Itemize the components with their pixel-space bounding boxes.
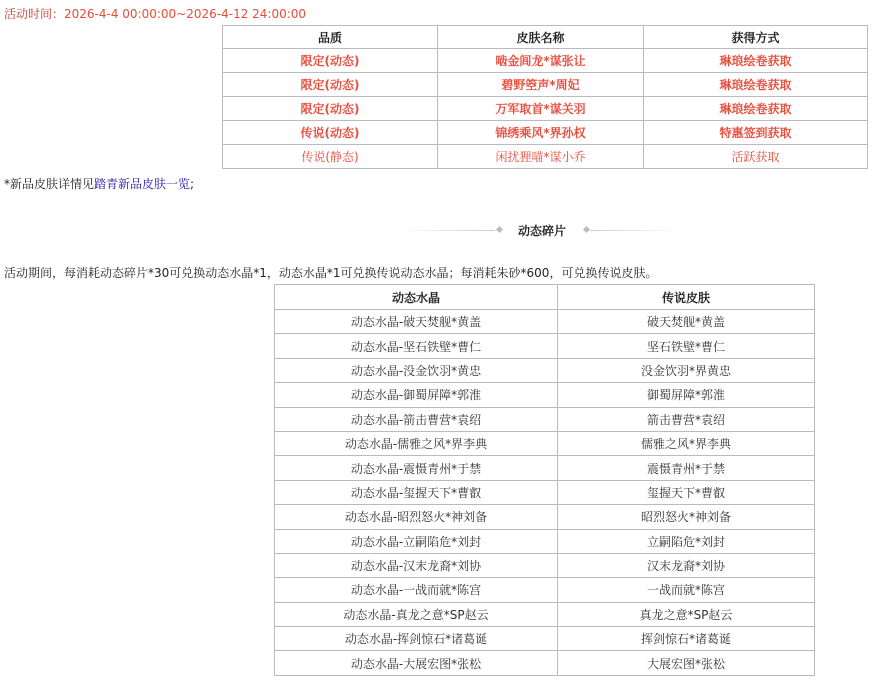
legend-skin-name: 御蜀屏障*郭淮 <box>558 383 815 407</box>
crystal-table-body <box>275 310 815 676</box>
exchange-description: 活动期间，每消耗动态碎片*30可兑换动态水晶*1，动态水晶*1可兑换传说动态水晶；每消耗朱砂*600，可兑换传说皮肤。 <box>4 266 658 280</box>
section-title: 动态碎片 <box>518 224 567 238</box>
skin-obtain-method: 琳琅绘卷获取 <box>644 97 868 121</box>
skin-name: 万军取首*谋关羽 <box>438 97 644 121</box>
skin-quality: 传说(动态) <box>223 121 438 145</box>
legend-skin-name: 没金饮羽*界黄忠 <box>558 358 815 382</box>
crystal-name: 动态水晶-箭击曹营*袁绍 <box>275 407 558 431</box>
header-skin-name: 皮肤名称 <box>438 26 644 49</box>
table-row <box>275 431 815 455</box>
diamond-icon <box>496 226 503 233</box>
crystal-name: 动态水晶-汉末龙裔*刘协 <box>275 553 558 577</box>
header-obtain-method: 获得方式 <box>644 26 868 49</box>
skin-table <box>222 25 868 169</box>
note-suffix: ; <box>190 177 195 191</box>
legend-skin-name: 儒雅之风*界李典 <box>558 431 815 455</box>
crystal-name: 动态水晶-真龙之意*SP赵云 <box>275 602 558 626</box>
table-row <box>275 651 815 675</box>
activity-time-label: 活动时间： <box>4 7 65 21</box>
crystal-name: 动态水晶-坚石铁壁*曹仁 <box>275 334 558 358</box>
note-prefix: *新品皮肤详情见 <box>4 177 95 191</box>
legend-skin-name: 箭击曹营*袁绍 <box>558 407 815 431</box>
crystal-table <box>274 284 815 676</box>
legend-skin-name: 破天焚舰*黄盖 <box>558 310 815 334</box>
skin-obtain-method: 特惠签到获取 <box>644 121 868 145</box>
crystal-table-header <box>275 285 815 310</box>
activity-time <box>4 5 306 22</box>
table-row <box>275 505 815 529</box>
header-quality: 品质 <box>223 26 438 49</box>
crystal-name: 动态水晶-一战而就*陈宫 <box>275 578 558 602</box>
table-row <box>275 383 815 407</box>
skin-quality: 传说(静态) <box>223 145 438 169</box>
legend-skin-name: 汉末龙裔*刘协 <box>558 553 815 577</box>
table-row <box>275 578 815 602</box>
crystal-name: 动态水晶-震慑青州*于禁 <box>275 456 558 480</box>
crystal-name: 动态水晶-立嗣陷危*刘封 <box>275 529 558 553</box>
crystal-name: 动态水晶-大展宏图*张松 <box>275 651 558 675</box>
legend-skin-name: 震慑青州*于禁 <box>558 456 815 480</box>
crystal-name: 动态水晶-没金饮羽*黄忠 <box>275 358 558 382</box>
skin-name: 啮金闾龙*谋张让 <box>438 49 644 73</box>
legend-skin-name: 立嗣陷危*刘封 <box>558 529 815 553</box>
diamond-icon <box>583 226 590 233</box>
legend-skin-name: 挥剑惊石*诸葛诞 <box>558 627 815 651</box>
new-skin-note <box>4 175 194 192</box>
legend-skin-name: 坚石铁壁*曹仁 <box>558 334 815 358</box>
crystal-name: 动态水晶-挥剑惊石*诸葛诞 <box>275 627 558 651</box>
skin-obtain-method: 活跃获取 <box>644 145 868 169</box>
legend-skin-name: 昭烈怒火*神刘备 <box>558 505 815 529</box>
crystal-name: 动态水晶-儒雅之风*界李典 <box>275 431 558 455</box>
header-dynamic-crystal: 动态水晶 <box>275 285 558 310</box>
table-row <box>223 97 868 121</box>
table-row <box>223 121 868 145</box>
skin-name: 碧野箜声*周妃 <box>438 73 644 97</box>
table-row <box>275 529 815 553</box>
skin-quality: 限定(动态) <box>223 97 438 121</box>
crystal-name: 动态水晶-玺握天下*曹叡 <box>275 480 558 504</box>
table-row <box>223 145 868 169</box>
skin-obtain-method: 琳琅绘卷获取 <box>644 73 868 97</box>
header-legend-skin: 传说皮肤 <box>558 285 815 310</box>
table-row <box>275 627 815 651</box>
table-row <box>275 480 815 504</box>
skin-name: 闲扰狸喵*谋小乔 <box>438 145 644 169</box>
skin-obtain-method: 琳琅绘卷获取 <box>644 49 868 73</box>
table-row <box>275 602 815 626</box>
skin-quality: 限定(动态) <box>223 49 438 73</box>
table-row <box>223 49 868 73</box>
table-row <box>275 334 815 358</box>
activity-time-value: 2026-4-4 00:00:00~2026-4-12 24:00:00 <box>64 7 307 21</box>
new-skin-overview-link[interactable]: 踏青新品皮肤一览 <box>94 177 191 191</box>
crystal-name: 动态水晶-御蜀屏障*郭淮 <box>275 383 558 407</box>
table-row <box>223 73 868 97</box>
crystal-name: 动态水晶-破天焚舰*黄盖 <box>275 310 558 334</box>
divider-line-left <box>400 230 495 231</box>
table-row <box>275 456 815 480</box>
table-row <box>275 407 815 431</box>
legend-skin-name: 玺握天下*曹叡 <box>558 480 815 504</box>
legend-skin-name: 真龙之意*SP赵云 <box>558 602 815 626</box>
legend-skin-name: 大展宏图*张松 <box>558 651 815 675</box>
table-row <box>275 358 815 382</box>
table-row <box>275 310 815 334</box>
divider-line-right <box>590 230 680 231</box>
skin-name: 锦绣乘风*界孙权 <box>438 121 644 145</box>
skin-table-header <box>223 26 868 49</box>
crystal-name: 动态水晶-昭烈怒火*神刘备 <box>275 505 558 529</box>
legend-skin-name: 一战而就*陈宫 <box>558 578 815 602</box>
skin-quality: 限定(动态) <box>223 73 438 97</box>
section-divider <box>400 221 600 239</box>
table-row <box>275 553 815 577</box>
